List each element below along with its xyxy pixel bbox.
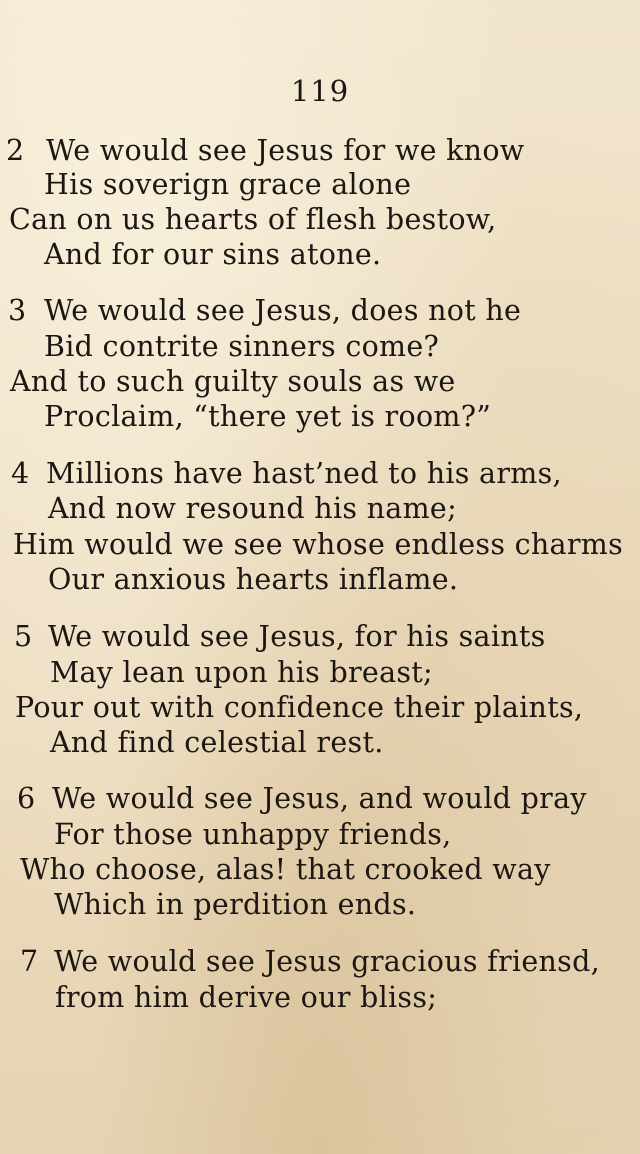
verse-line: We would see Jesus, and would pray xyxy=(52,782,587,815)
verse-line: For those unhappy friends, xyxy=(54,818,452,851)
stanza-number: 2 xyxy=(6,134,25,167)
verse-line: And find celestial rest. xyxy=(50,726,384,759)
stanza-number: 4 xyxy=(11,457,30,490)
verse-line: We would see Jesus gracious friensd, xyxy=(54,945,600,978)
verse-line: His soverign grace alone xyxy=(44,168,412,201)
stanza-number: 6 xyxy=(17,782,36,815)
stanza-number: 3 xyxy=(8,294,27,327)
verse-line: May lean upon his breast; xyxy=(50,656,433,689)
verse-line: Proclaim, “there yet is room?” xyxy=(44,400,492,433)
verse-line: We would see Jesus, does not he xyxy=(44,294,522,327)
verse-line: We would see Jesus for we know xyxy=(46,134,525,167)
verse-line: Can on us hearts of flesh bestow, xyxy=(9,203,497,236)
verse-line: And to such guilty souls as we xyxy=(10,365,456,398)
verse-line: We would see Jesus, for his saints xyxy=(48,620,546,653)
stanza-number: 5 xyxy=(14,620,33,653)
verse-line: Who choose, alas! that crooked way xyxy=(20,853,551,886)
verse-line: Our anxious hearts inflame. xyxy=(48,563,459,596)
verse-line: Pour out with confidence their plaints, xyxy=(15,691,584,724)
verse-line: Bid contrite sinners come? xyxy=(44,330,440,363)
page-number: 119 xyxy=(290,74,350,108)
verse-line: Millions have hast’ned to his arms, xyxy=(46,457,562,490)
verse-line: And now resound his name; xyxy=(48,492,457,525)
verse-line: from him derive our bliss; xyxy=(55,981,438,1014)
verse-line: And for our sins atone. xyxy=(44,238,382,271)
verse-line: Which in perdition ends. xyxy=(54,888,417,921)
stanza-number: 7 xyxy=(20,945,39,978)
verse-line: Him would we see whose endless charms xyxy=(13,528,624,561)
